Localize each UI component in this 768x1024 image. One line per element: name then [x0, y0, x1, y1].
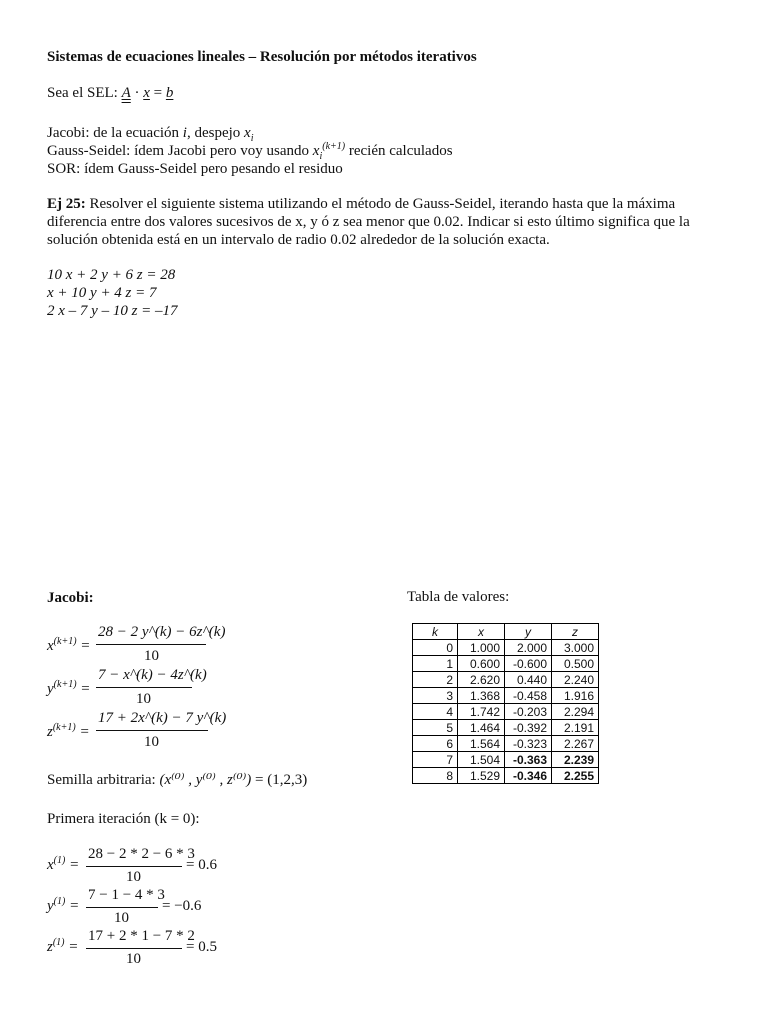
cell-k: 1: [413, 656, 458, 672]
jacobi-sub: i: [250, 133, 254, 144]
first-iteration-label: Primera iteración (k = 0):: [47, 811, 200, 827]
cell-z: 2.240: [552, 672, 599, 688]
fraction-numerator: 28 − 2 y^(k) − 6z^(k): [98, 624, 226, 640]
jacobi-heading: Jacobi:: [47, 590, 94, 606]
cell-x: 1.368: [458, 688, 505, 704]
cell-k: 7: [413, 752, 458, 768]
cell-y: -0.458: [505, 688, 552, 704]
jacobi-text: Jacobi: de la ecuación: [47, 125, 180, 141]
sel-definition: [47, 84, 173, 102]
lhs-sup: (k+1): [52, 722, 76, 733]
fraction-denominator: 10: [126, 869, 141, 885]
system-eq-2: x + 10 y + 4 z = 7: [47, 285, 157, 301]
sel-vector-x: x: [143, 85, 150, 101]
gs-text: Gauss-Seidel: ídem Jacobi pero voy usando: [47, 143, 310, 159]
fraction-numerator: 17 + 2x^(k) − 7 y^(k): [98, 710, 227, 726]
fraction-denominator: 10: [114, 910, 129, 926]
page-title: Sistemas de ecuaciones lineales – Resolución por métodos iterativos: [47, 49, 477, 65]
cell-x: 2.620: [458, 672, 505, 688]
exercise-text: Resolver el siguiente sistema utilizando el método de Gauss-Seidel, iterando hasta que la máxima diferencia entre dos valores sucesivos de x, y ó z sea menor que 0.02. Indicar si esto último significa que la solución obtenida está en un intervalo de radio 0.02 alrededor de la solución exacta.: [47, 196, 690, 248]
lhs-sup: (1): [53, 896, 66, 907]
cell-x: 1.529: [458, 768, 505, 784]
cell-y: -0.203: [505, 704, 552, 720]
cell-y-highlight: -0.346: [505, 768, 552, 784]
iter-y-lhs: $y^{(1)}$ =: [47, 896, 80, 914]
cell-x: 1.564: [458, 736, 505, 752]
table-row: [413, 656, 599, 672]
cell-k: 0: [413, 640, 458, 656]
cell-y: 0.440: [505, 672, 552, 688]
table-row: [413, 640, 599, 656]
cell-y-highlight: -0.363: [505, 752, 552, 768]
cell-y: -0.600: [505, 656, 552, 672]
cell-k: 4: [413, 704, 458, 720]
fraction-bar: [96, 730, 208, 731]
system-eq-3: 2 x – 7 y – 10 z = –17: [47, 303, 178, 319]
gs-sub: i: [319, 151, 323, 162]
cell-x: 1.464: [458, 720, 505, 736]
cell-z: 0.500: [552, 656, 599, 672]
jacobi-i: i: [182, 125, 187, 141]
jacobi-x: x: [244, 125, 251, 141]
cell-k: 6: [413, 736, 458, 752]
cell-k: 8: [413, 768, 458, 784]
exercise-statement: [47, 195, 737, 249]
lhs-sup: (1): [52, 937, 65, 948]
cell-y: -0.323: [505, 736, 552, 752]
fraction-bar: [86, 907, 158, 908]
iter-x-lhs: $x^{(1)}$ =: [47, 855, 80, 873]
header-x: x: [458, 624, 505, 640]
gs-rest: recién calculados: [348, 143, 453, 159]
seed-rhs: = (1,2,3): [255, 772, 308, 788]
iter-x-result: = 0.6: [186, 857, 217, 873]
fraction-bar: [96, 687, 192, 688]
cell-x: 1.000: [458, 640, 505, 656]
cell-x: 0.600: [458, 656, 505, 672]
table-row: [413, 736, 599, 752]
table-row: [413, 704, 599, 720]
lhs-var: y: [47, 681, 54, 697]
header-k: k: [413, 624, 458, 640]
fraction-denominator: 10: [144, 734, 159, 750]
exercise-label: Ej 25:: [47, 196, 86, 212]
header-z: z: [552, 624, 599, 640]
gs-x: x: [312, 143, 320, 159]
fraction-numerator: 28 − 2 * 2 − 6 * 3: [88, 846, 195, 862]
cell-z-highlight: 2.239: [552, 752, 599, 768]
table-row: [413, 752, 599, 768]
fraction-bar: [86, 948, 182, 949]
method-sor: SOR: ídem Gauss-Seidel pero pesando el residuo: [47, 161, 343, 177]
jacobi-z-lhs: $z^{(k+1)}$ =: [47, 722, 90, 740]
lhs-var: z: [47, 939, 53, 955]
cell-x: 1.742: [458, 704, 505, 720]
sel-matrix-a: A: [121, 85, 131, 101]
seed-label: Semilla arbitraria:: [47, 772, 156, 788]
cell-y: 2.000: [505, 640, 552, 656]
cell-k: 5: [413, 720, 458, 736]
fraction-denominator: 10: [126, 951, 141, 967]
sel-equals: =: [153, 85, 163, 101]
values-table: [412, 623, 599, 784]
lhs-var: y: [47, 898, 54, 914]
jacobi-y-lhs: $y^{(k+1)}$ =: [47, 679, 91, 697]
cell-x: 1.504: [458, 752, 505, 768]
cell-k: 2: [413, 672, 458, 688]
fraction-bar: [86, 866, 182, 867]
jacobi-x-lhs: $x^{(k+1)}$ =: [47, 636, 91, 654]
cell-z-highlight: 2.255: [552, 768, 599, 784]
gs-sup: (k+1): [322, 141, 346, 152]
lhs-var: z: [47, 724, 53, 740]
method-jacobi: [47, 124, 253, 142]
fraction-numerator: 17 + 2 * 1 − 7 * 2: [88, 928, 195, 944]
lhs-sup: (k+1): [53, 679, 77, 690]
table-caption: Tabla de valores:: [407, 589, 510, 605]
jacobi-rest: , despejo: [186, 125, 241, 141]
iter-z-result: = 0.5: [186, 939, 217, 955]
lhs-sup: (1): [53, 855, 66, 866]
header-y: y: [505, 624, 552, 640]
cell-z: 2.191: [552, 720, 599, 736]
fraction-denominator: 10: [136, 691, 151, 707]
cell-z: 2.294: [552, 704, 599, 720]
table-row: [413, 672, 599, 688]
table-header-row: [413, 624, 599, 640]
table-row: [413, 768, 599, 784]
table-row: [413, 688, 599, 704]
seed-lhs: (x⁽⁰⁾ , y⁽⁰⁾ , z⁽⁰⁾): [159, 772, 252, 788]
iter-z-lhs: $z^{(1)}$ =: [47, 937, 79, 955]
seed-line: [47, 771, 307, 789]
cell-z: 2.267: [552, 736, 599, 752]
lhs-var: x: [47, 857, 54, 873]
sel-dot: ·: [134, 85, 140, 101]
cell-y: -0.392: [505, 720, 552, 736]
lhs-var: x: [47, 638, 54, 654]
method-gauss-seidel: [47, 142, 453, 160]
iter-y-result: = −0.6: [162, 898, 202, 914]
fraction-numerator: 7 − 1 − 4 * 3: [88, 887, 165, 903]
cell-z: 3.000: [552, 640, 599, 656]
system-eq-1: 10 x + 2 y + 6 z = 28: [47, 267, 176, 283]
table-row: [413, 720, 599, 736]
lhs-sup: (k+1): [53, 636, 77, 647]
cell-z: 1.916: [552, 688, 599, 704]
sel-prefix: Sea el SEL:: [47, 85, 118, 101]
fraction-numerator: 7 − x^(k) − 4z^(k): [98, 667, 207, 683]
sel-vector-b: b: [165, 85, 174, 101]
fraction-denominator: 10: [144, 648, 159, 664]
fraction-bar: [96, 644, 206, 645]
cell-k: 3: [413, 688, 458, 704]
